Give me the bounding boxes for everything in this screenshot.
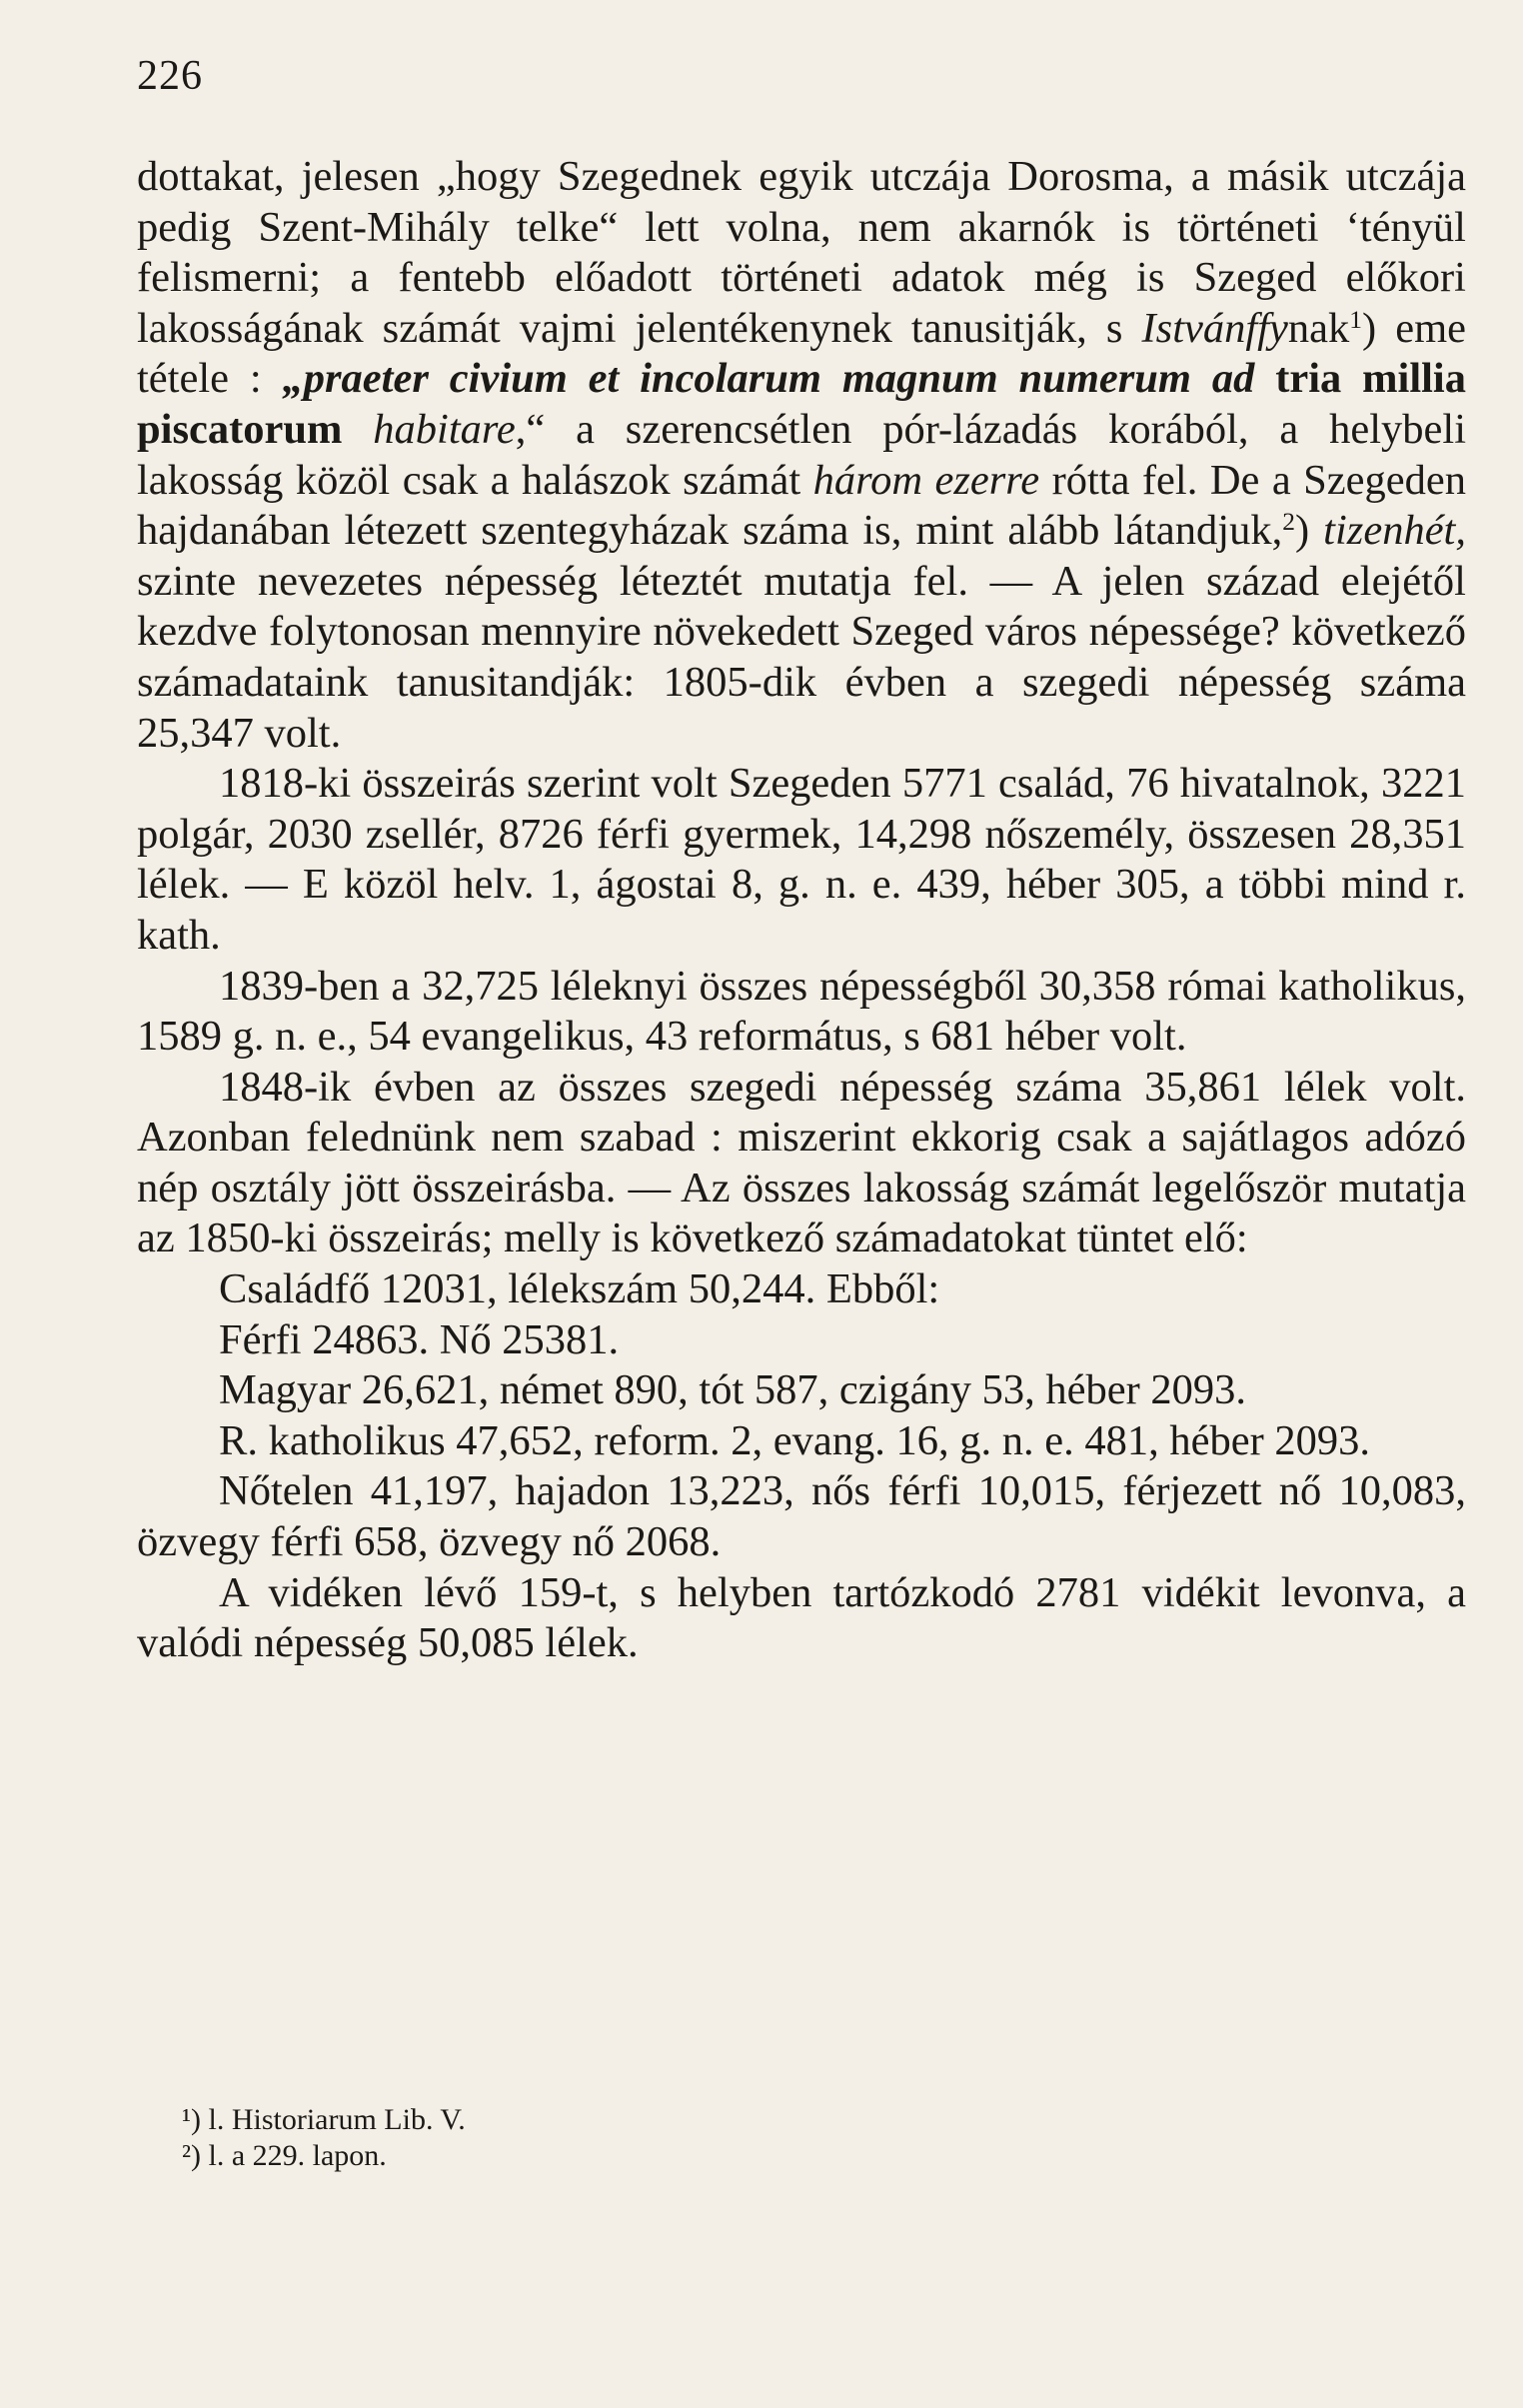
paragraph-1-text-f: ) — [1294, 507, 1324, 555]
paragraph-1-text-d: ,“ a szerencsétlen pór-lázadás korából, a helybeli lakosság közöl csak a halászok számát — [137, 405, 1467, 504]
paragraph-1-text-b: nak — [1287, 304, 1350, 352]
paragraph-3: 1839-ben a 32,725 léleknyi összes népességből 30,358 római katholikus, 1589 g. n. e., 54 evangelikus, 43 református, s 681 héber volt. — [137, 962, 1466, 1061]
latin-quote-bold: tria millia piscatorum — [137, 355, 1466, 453]
paragraph-10: A vidéken lévő 159-t, s helyben tartózkodó 2781 vidékit levonva, a valódi népesség 50,085 lélek. — [137, 1568, 1466, 1667]
latin-quote: „praeter civium et incolarum magnum numerum ad — [282, 355, 1255, 403]
page-number: 226 — [137, 53, 203, 99]
latin-quote-habitare: habitare — [373, 405, 516, 453]
footnote-ref-2: 2 — [1282, 507, 1295, 537]
paragraph-1-text-c: ) eme tétele : — [137, 304, 1466, 403]
paragraph-2: 1818-ki összeirás szerint volt Szegeden 5771 család, 76 hivatalnok, 3221 polgár, 2030 zsellér, 8726 férfi gyermek, 14,298 nőszemély, összesen 28,351 lélek. — E közöl helv. 1, ágostai 8, g. n. e. 439, héber 305, a többi mind r. kath. — [137, 760, 1466, 959]
tizenhet: tizenhét, — [1323, 507, 1466, 555]
paragraph-1-text-a: dottakat, jelesen „hogy Szegednek egyik utczája Dorosma, a másik utczája pedig Szent-Mihály telke“ lett volna, nem akarnók is történeti ‘tényül felismerni; a fentebb előadott történeti adatok még is Szeged előkori lakosságának számát vajmi jelentékenynek tanusitják, s — [137, 153, 1466, 352]
paragraph-8: R. katholikus 47,652, reform. 2, evang. 16, g. n. e. 481, héber 2093. — [219, 1416, 1371, 1464]
footnote-ref-1: 1 — [1349, 304, 1362, 334]
istvanffy-name: Istvánffy — [1141, 304, 1288, 352]
paragraph-1 — [137, 152, 1466, 759]
paragraph-5: Családfő 12031, lélekszám 50,244. Ebből: — [219, 1265, 940, 1313]
paragraph-7: Magyar 26,621, német 890, tót 587, czigány 53, héber 2093. — [219, 1366, 1247, 1414]
body-text — [137, 152, 1466, 1669]
paragraph-1-text-g: szinte nevezetes népesség léteztét mutatja fel. — A jelen század elejétől kezdve folytonosan mennyire növekedett Szeged város népessége? következő számadataink tanusitandják: 1805-dik évben a szegedi népesség száma 25,347 volt. — [137, 557, 1466, 757]
paragraph-9: Nőtelen 41,197, hajadon 13,223, nős férfi 10,015, férjezett nő 10,083, özvegy férfi 658, özvegy nő 2068. — [137, 1467, 1466, 1566]
paragraph-1-text-e: rótta fel. De a Szegeden hajdanában létezett szentegyházak száma is, mint alább látandjuk, — [137, 456, 1466, 555]
footnote-2: ²) l. a 229. lapon. — [182, 2139, 387, 2172]
footnotes — [182, 2102, 466, 2174]
paragraph-4: 1848-ik évben az összes szegedi népesség száma 35,861 lélek volt. Azonban felednünk nem szabad : miszerint ekkorig csak a sajátlagos adózó nép osztály jött összeirásba. — Az összes lakosság számát legelőször mutatja az 1850-ki összeirás; melly is következő számadatokat tüntet elő: — [137, 1063, 1466, 1262]
paragraph-6: Férfi 24863. Nő 25381. — [219, 1315, 620, 1363]
footnote-1: ¹) l. Historiarum Lib. V. — [182, 2103, 466, 2136]
harom-ezerre: három ezerre — [812, 456, 1040, 504]
